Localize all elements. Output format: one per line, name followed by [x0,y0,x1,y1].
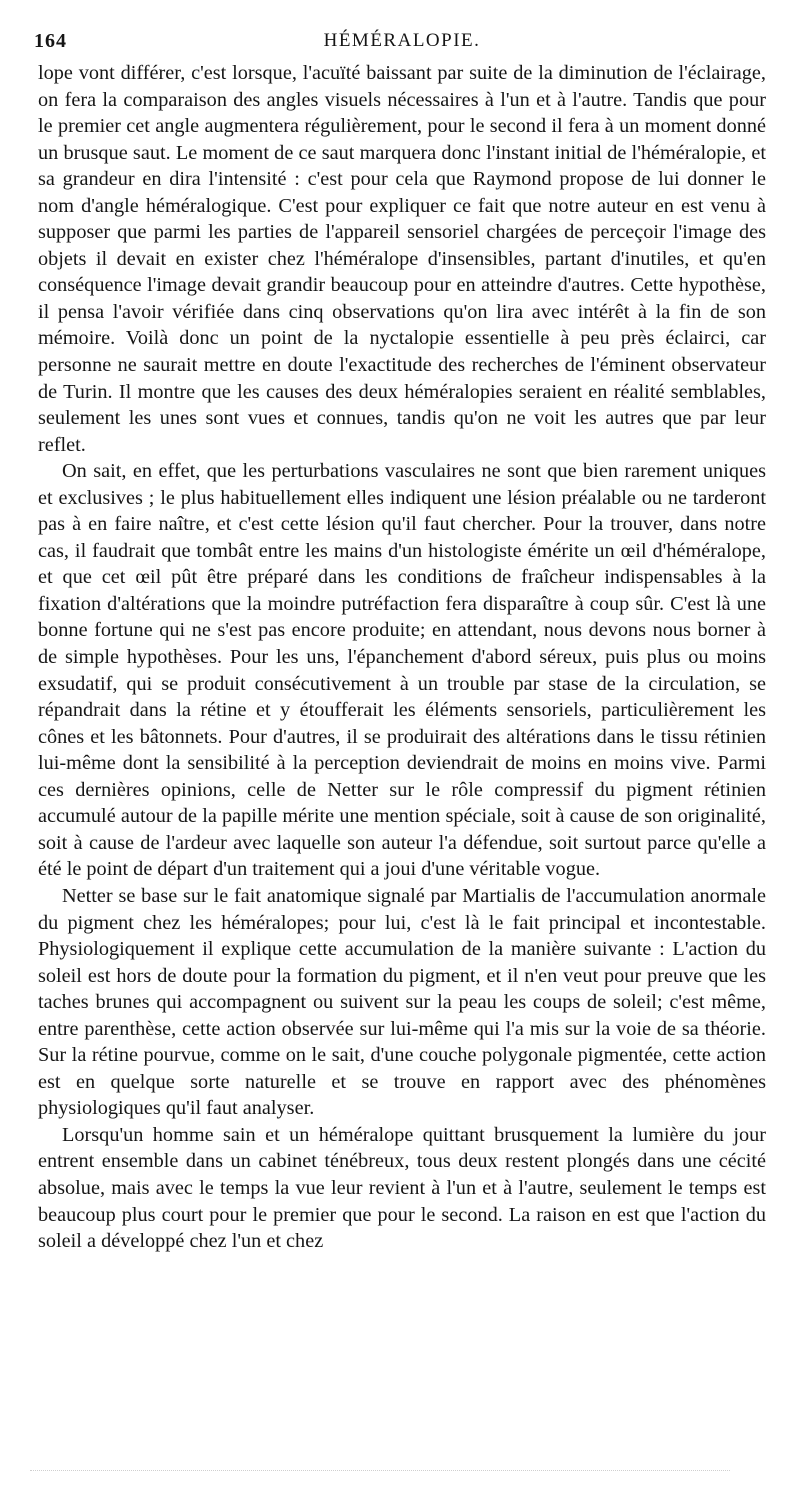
running-title: HÉMÉRALOPIE. [323,30,481,51]
paragraph-continuation: lope vont différer, c'est lorsque, l'acuïté baissant par suite de la diminution de l'éclairage, on fera la comparaison des angles visuels nécessaires à l'un et à l'autre. Tandis que pour le premier cet angle augmentera régulièrement, pour le second il fera à un moment donné un brusque saut. Le moment de ce saut marquera donc l'instant initial de l'héméralopie, et sa grandeur en dira l'intensité : c'est pour cela que Raymond propose de lui donner le nom d'angle héméralogique. C'est pour expliquer ce fait que notre auteur en est venu à supposer que parmi les parties de l'appareil sensoriel chargées de perceçoir l'image des objets il devait en exister chez l'héméralope d'insensibles, partant d'inutiles, et qu'en conséquence l'image devait grandir beaucoup pour en atteindre d'autres. Cette hypothèse, il pensa l'avoir vérifiée dans cinq observations qu'on lira avec intérêt à la fin de son mémoire. Voilà donc un point de la nyctalopie essentielle à peu près éclairci, car personne ne saurait mettre en doute l'exactitude des recherches de l'éminent observateur de Turin. Il montre que les causes des deux héméralopies seraient en réalité semblables, seulement les unes sont vues et connues, tandis qu'on ne voit les autres que par leur reflet. [38,62,766,456]
page-number: 164 [34,30,67,52]
body-text [38,60,766,1255]
paragraph: On sait, en effet, que les perturbations vasculaires ne sont que bien rarement uniques et exclusives ; le plus habituellement elles indiquent une lésion préalable ou ne tarderont pas à en faire naître, et c'est cette lésion qu'il faut chercher. Pour la trouver, dans notre cas, il faudrait que tombât entre les mains d'un histologiste émérite un œil d'héméralope, et que cet œil pût être préparé dans les conditions de fraîcheur indispensables à la fixation d'altérations que la moindre putréfaction fera disparaître à coup sûr. C'est là une bonne fortune qui ne s'est pas encore produite; en attendant, nous devons nous borner à de simple hypothèses. Pour les uns, l'épanchement d'abord séreux, puis plus ou moins exsudatif, qui se produit consécutivement à un trouble par stase de la circulation, se répandrait dans la rétine et y étoufferait les éléments sensoriels, particulièrement les cônes et les bâtonnets. Pour d'autres, il se produirait des altérations dans le tissu rétinien lui-même dont la sensibilité à la perception deviendrait de moins en moins vive. Parmi ces dernières opinions, celle de Netter sur le rôle compressif du pigment rétinien accumulé autour de la papille mérite une mention spéciale, soit à cause de son originalité, soit à cause de l'ardeur avec laquelle son auteur l'a défendue, soit surtout parce qu'elle a été le point de départ d'un traitement qui a joui d'une véritable vogue. [38,460,766,881]
paragraph: Lorsqu'un homme sain et un héméralope quittant brusquement la lumière du jour entrent ensemble dans un cabinet ténébreux, tous deux restent plongés dans une cécité absolue, mais avec le temps la vue leur revient à l'un et à l'autre, seulement le temps est beaucoup plus court pour le premier que pour le second. La raison en est que l'action du soleil a développé chez l'un et chez [38,1123,766,1253]
running-header [34,30,766,60]
scan-noise-line [30,1470,730,1473]
paragraph: Netter se base sur le fait anatomique signalé par Martialis de l'accumulation anormale du pigment chez les héméralopes; pour lui, c'est là le fait principal et incontestable. Physiologiquement il explique cette accumulation de la manière suivante : L'action du soleil est hors de doute pour la formation du pigment, et il n'en veut pour preuve que les taches brunes qui accompagnent ou suivent sur la peau les coups de soleil; c'est même, entre parenthèse, cette action observée sur lui-même qui l'a mis sur la voie de sa théorie. Sur la rétine pourvue, comme on le sait, d'une couche polygonale pigmentée, cette action est en quelque sorte naturelle et se trouve en rapport avec des phénomènes physiologiques qu'il faut analyser. [38,884,766,1120]
document-page [34,30,766,1255]
